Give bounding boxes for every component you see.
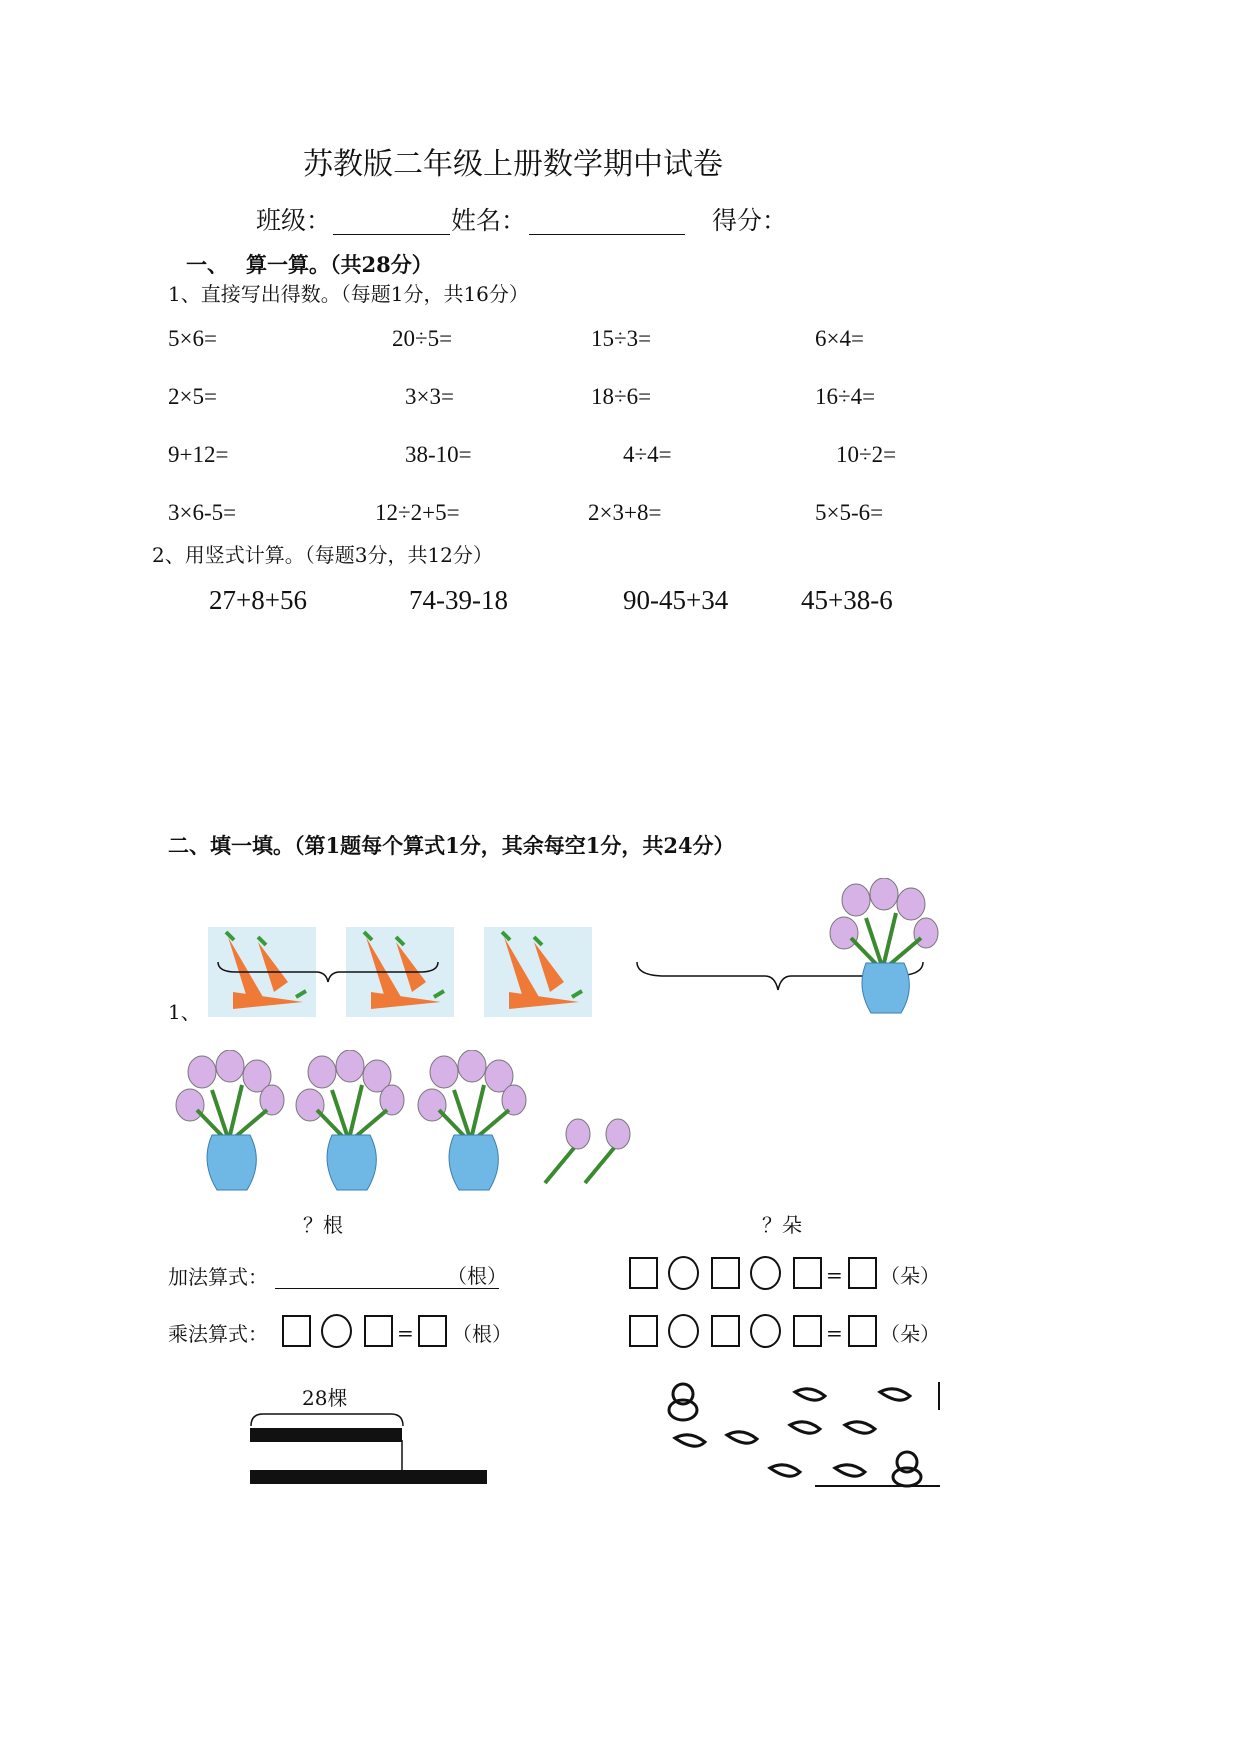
answer-box[interactable] xyxy=(848,1257,877,1289)
answer-box[interactable] xyxy=(282,1315,311,1347)
problem: 20÷5= xyxy=(392,326,453,351)
equals-sign: = xyxy=(826,1321,843,1345)
vertical-problem: 74-39-18 xyxy=(409,585,508,615)
class-label: 班级： xyxy=(256,206,332,235)
problem: 5×5-6= xyxy=(815,500,884,525)
section1-heading: 算一算。（共28分） xyxy=(246,252,433,277)
tulips-image xyxy=(540,1118,636,1186)
left-question: ？根 xyxy=(303,1213,343,1237)
problem: 6×4= xyxy=(815,326,864,351)
q1-number: 1、 xyxy=(168,1000,201,1024)
problem: 9+12= xyxy=(168,442,229,467)
answer-box[interactable] xyxy=(711,1257,740,1289)
problem: 2×5= xyxy=(168,384,217,409)
bar-diagram-bottom xyxy=(248,1440,493,1486)
bar-label: 28棵 xyxy=(302,1386,348,1410)
name-label: 姓名： xyxy=(451,206,527,235)
answer-box[interactable] xyxy=(418,1315,447,1347)
operator-circle[interactable] xyxy=(668,1314,699,1348)
answer-box[interactable] xyxy=(848,1315,877,1347)
answer-box[interactable] xyxy=(711,1315,740,1347)
problem: 3×3= xyxy=(405,384,454,409)
addition-label: 加法算式： xyxy=(168,1265,268,1289)
problem: 2×3+8= xyxy=(588,500,662,525)
flower-vase-image xyxy=(414,1050,529,1192)
brace-icon xyxy=(216,958,440,984)
problem: 18÷6= xyxy=(591,384,652,409)
operator-circle[interactable] xyxy=(750,1314,781,1348)
flower-vase-image xyxy=(826,878,940,1018)
flower-vase-image xyxy=(292,1050,407,1192)
section1-number: 一、 xyxy=(186,252,228,277)
answer-box[interactable] xyxy=(629,1315,658,1347)
problem: 15÷3= xyxy=(591,326,652,351)
operator-circle[interactable] xyxy=(750,1256,781,1290)
answer-box[interactable] xyxy=(793,1257,822,1289)
equals-sign: = xyxy=(397,1321,414,1345)
flower-vase-image xyxy=(172,1050,287,1192)
answer-box[interactable] xyxy=(629,1257,658,1289)
problem: 16÷4= xyxy=(815,384,876,409)
section2-heading: 二、填一填。（第1题每个算式1分，其余每空1分，共24分） xyxy=(168,833,735,858)
unit-gen: （根） xyxy=(447,1264,507,1288)
answer-box[interactable] xyxy=(793,1315,822,1347)
q1-label: 1、直接写出得数。（每题1分，共16分） xyxy=(168,282,529,306)
unit-duo: （朵） xyxy=(880,1264,940,1288)
vertical-problem: 27+8+56 xyxy=(209,585,307,615)
problem: 12÷2+5= xyxy=(375,500,460,525)
problem: 4÷4= xyxy=(623,442,672,467)
carrots-image xyxy=(484,927,592,1017)
answer-box[interactable] xyxy=(364,1315,393,1347)
vertical-problem: 90-45+34 xyxy=(623,585,729,615)
class-blank[interactable] xyxy=(333,234,450,235)
equals-sign: = xyxy=(826,1263,843,1287)
multiplication-label: 乘法算式： xyxy=(168,1322,268,1346)
problem: 38-10= xyxy=(405,442,472,467)
score-label: 得分： xyxy=(712,206,788,235)
operator-circle[interactable] xyxy=(668,1256,699,1290)
right-question: ？朵 xyxy=(762,1213,802,1237)
problem: 3×6-5= xyxy=(168,500,237,525)
unit-gen: （根） xyxy=(452,1322,512,1346)
operator-circle[interactable] xyxy=(321,1314,352,1348)
page-title: 苏教版二年级上册数学期中试卷 xyxy=(303,147,723,182)
name-blank[interactable] xyxy=(529,234,685,235)
q2-label: 2、用竖式计算。（每题3分，共12分） xyxy=(152,543,493,567)
monkeys-and-peaches-image xyxy=(655,1380,943,1488)
unit-duo: （朵） xyxy=(880,1322,940,1346)
vertical-problem: 45+38-6 xyxy=(801,585,893,615)
problem: 10÷2= xyxy=(836,442,897,467)
addition-answer-blank[interactable] xyxy=(275,1288,499,1289)
problem: 5×6= xyxy=(168,326,217,351)
